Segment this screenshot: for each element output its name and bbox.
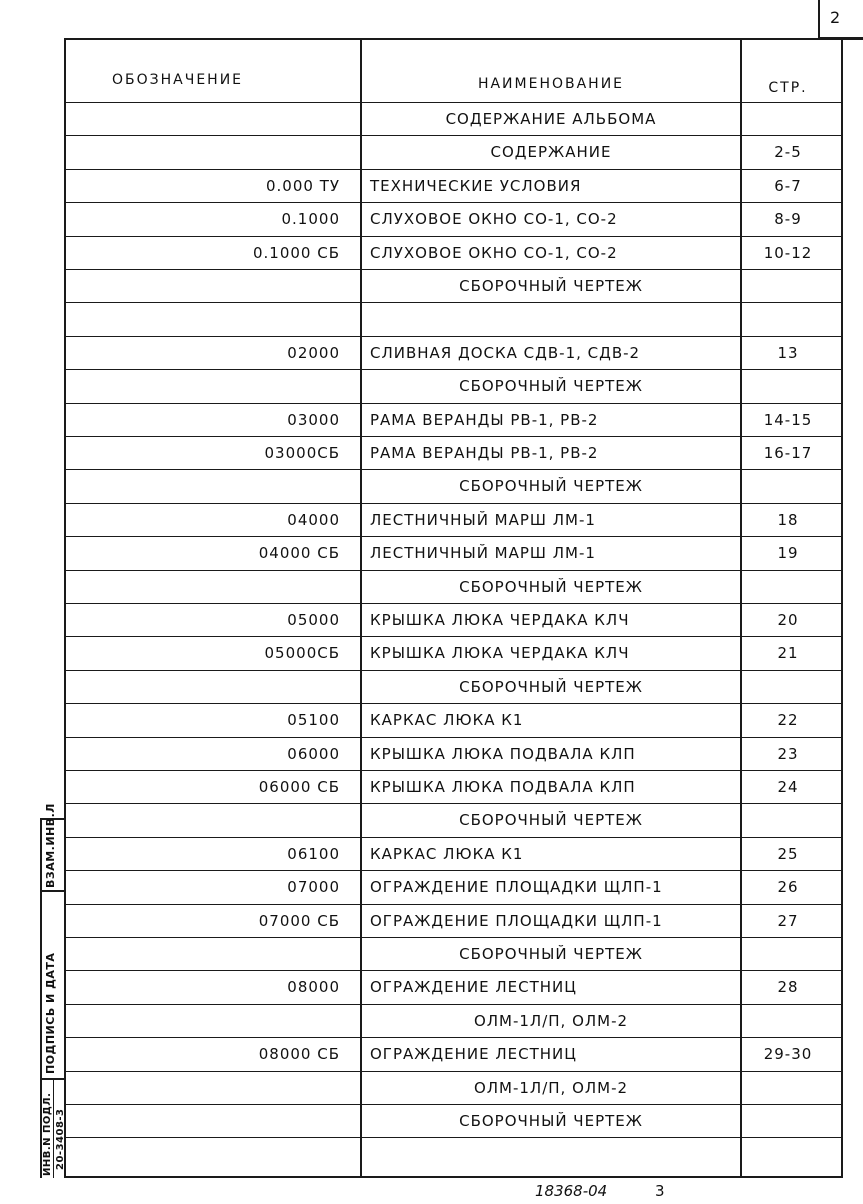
frame-bottom [64,1176,843,1178]
row-page: 14-15 [763,411,813,429]
row-divider [66,269,841,270]
row-page: 10-12 [763,244,813,262]
row-name: ЛЕСТНИЧНЫЙ МАРШ ЛМ-1 [370,511,596,529]
row-page: 16-17 [763,444,813,462]
row-divider [66,570,841,571]
row-code: 07000 [287,878,340,896]
row-name: СБОРОЧНЫЙ ЧЕРТЕЖ [459,477,643,495]
row-name: СЛУХОВОЕ ОКНО СО-1, СО-2 [370,244,618,262]
row-divider [66,403,841,404]
row-divider [66,1004,841,1005]
row-divider [66,469,841,470]
row-page: 18 [777,511,799,529]
row-name: РАМА ВЕРАНДЫ РВ-1, РВ-2 [370,411,599,429]
row-code: 04000 СБ [258,544,340,562]
row-name: ОГРАЖДЕНИЕ ЛЕСТНИЦ [370,978,577,996]
row-page: 27 [777,912,799,930]
row-divider [66,503,841,504]
row-code: 02000 [287,344,340,362]
stamp-signature-label: ПОДПИСЬ И ДАТА [44,952,57,1074]
row-name: СБОРОЧНЫЙ ЧЕРТЕЖ [459,377,643,395]
header-page: СТР. [768,80,808,96]
row-page: 28 [777,978,799,996]
row-divider [66,803,841,804]
row-divider [66,169,841,170]
row-code: 0.1000 [281,210,340,228]
row-divider [66,737,841,738]
row-code: 0.000 ТУ [265,177,340,195]
row-divider [66,1071,841,1072]
row-divider [66,703,841,704]
row-name: ТЕХНИЧЕСКИЕ УСЛОВИЯ [370,177,582,195]
row-code: 04000 [287,511,340,529]
row-name: КРЫШКА ЛЮКА ПОДВАЛА КЛП [370,745,636,763]
row-name: СБОРОЧНЫЙ ЧЕРТЕЖ [459,678,643,696]
row-name: СБОРОЧНЫЙ ЧЕРТЕЖ [459,1112,643,1130]
row-code: 06100 [287,845,340,863]
footer-number: 18368-04 [535,1182,608,1200]
row-divider [66,670,841,671]
row-page: 20 [777,611,799,629]
header-code: ОБОЗНАЧЕНИЕ [112,72,244,88]
row-divider [66,937,841,938]
row-divider [66,603,841,604]
row-page: 25 [777,845,799,863]
header-name: НАИМЕНОВАНИЕ [477,76,625,92]
row-name: ОЛМ-1Л/П, ОЛМ-2 [473,1012,629,1030]
row-code: 05000СБ [264,644,340,662]
stamp-inner-line [53,1078,54,1178]
row-page: 26 [777,878,799,896]
row-code: 08000 СБ [258,1045,340,1063]
row-code: 06000 СБ [258,778,340,796]
row-name: СОДЕРЖАНИЕ АЛЬБОМА [445,110,657,128]
row-code: 03000 [287,411,340,429]
row-divider [66,102,841,103]
row-page: 8-9 [774,210,802,228]
row-name: СБОРОЧНЫЙ ЧЕРТЕЖ [459,277,643,295]
row-code: 08000 [287,978,340,996]
row-page: 6-7 [774,177,802,195]
row-name: СЛУХОВОЕ ОКНО СО-1, СО-2 [370,210,618,228]
row-divider [66,436,841,437]
frame-top [64,38,863,40]
row-divider [66,369,841,370]
sheet-number-box-left [818,0,820,38]
row-code: 03000СБ [264,444,340,462]
row-divider [66,536,841,537]
stamp-vzam-label: ВЗАМ.ИНВ.Л [44,803,57,888]
row-divider [66,1104,841,1105]
row-divider [66,904,841,905]
row-code: 05100 [287,711,340,729]
row-code: 0.1000 СБ [252,244,340,262]
row-divider [66,837,841,838]
col-divider-1 [360,38,362,1178]
row-page: 19 [777,544,799,562]
row-divider [66,236,841,237]
row-divider [66,202,841,203]
row-name: КРЫШКА ЛЮКА ЧЕРДАКА КЛЧ [370,611,630,629]
row-divider [66,970,841,971]
stamp-sep-2 [40,1078,66,1080]
row-page: 29-30 [763,1045,813,1063]
row-name: КРЫШКА ЛЮКА ПОДВАЛА КЛП [370,778,636,796]
row-divider [66,1137,841,1138]
row-name: ЛЕСТНИЧНЫЙ МАРШ ЛМ-1 [370,544,596,562]
row-divider [66,770,841,771]
row-code: 06000 [287,745,340,763]
row-name: КАРКАС ЛЮКА К1 [370,845,524,863]
row-name: КАРКАС ЛЮКА К1 [370,711,524,729]
footer-page: 3 [655,1182,665,1200]
row-page: 23 [777,745,799,763]
row-name: ОГРАЖДЕНИЕ ПЛОЩАДКИ ЩЛП-1 [370,912,663,930]
row-divider [66,870,841,871]
row-divider [66,636,841,637]
row-divider [66,336,841,337]
row-name: СБОРОЧНЫЙ ЧЕРТЕЖ [459,578,643,596]
row-page: 24 [777,778,799,796]
row-page: 2-5 [774,143,802,161]
row-divider [66,302,841,303]
row-divider [66,1037,841,1038]
row-page: 21 [777,644,799,662]
row-name: СБОРОЧНЫЙ ЧЕРТЕЖ [459,945,643,963]
row-name: ОГРАЖДЕНИЕ ЛЕСТНИЦ [370,1045,577,1063]
stamp-inv-podl-value: 20-3408-3 [55,1108,66,1170]
row-name: СОДЕРЖАНИЕ [490,143,612,161]
sheet-number: 2 [830,8,842,27]
row-name: СЛИВНАЯ ДОСКА СДВ-1, СДВ-2 [370,344,641,362]
row-name: ОЛМ-1Л/П, ОЛМ-2 [473,1079,629,1097]
row-name: КРЫШКА ЛЮКА ЧЕРДАКА КЛЧ [370,644,630,662]
row-name: СБОРОЧНЫЙ ЧЕРТЕЖ [459,811,643,829]
row-page: 13 [777,344,799,362]
stamp-inv-podl-label: ИНВ.N ПОДЛ. [42,1092,53,1176]
row-divider [66,135,841,136]
row-code: 07000 СБ [258,912,340,930]
frame-right [841,38,843,1178]
row-name: ОГРАЖДЕНИЕ ПЛОЩАДКИ ЩЛП-1 [370,878,663,896]
row-name: РАМА ВЕРАНДЫ РВ-1, РВ-2 [370,444,599,462]
row-code: 05000 [287,611,340,629]
row-page: 22 [777,711,799,729]
